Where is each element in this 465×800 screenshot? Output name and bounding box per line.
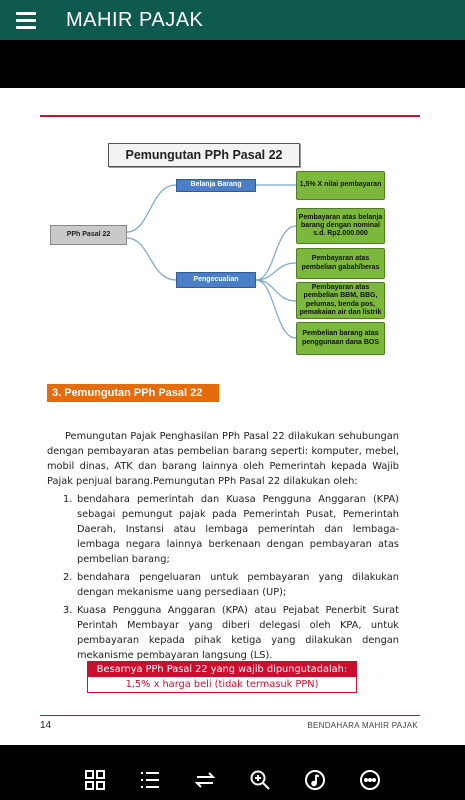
rate-box <box>87 661 357 693</box>
leaf-dana-bos: Pembelian barang atas penggunaan dana BOS <box>296 322 385 355</box>
document-page[interactable] <box>0 88 465 745</box>
list-item <box>47 492 399 567</box>
app-title: MAHIR PAJAK <box>66 8 204 31</box>
leaf-rate: 1,5% X nilai pembayaran <box>296 171 385 200</box>
swap-icon[interactable] <box>193 768 217 792</box>
diagram-title: Pemungutan PPh Pasal 22 <box>108 143 300 167</box>
bottom-toolbar <box>0 760 465 800</box>
app-bar <box>0 0 465 40</box>
zoom-icon[interactable] <box>248 768 272 792</box>
list-icon[interactable] <box>138 768 162 792</box>
leaf-belanja-nominal: Pembayaran atas belanja barang dengan nominal s.d. Rp2.000.000 <box>296 208 385 244</box>
leaf-gabah-beras: Pembayaran atas pembelian gabah/beras <box>296 248 385 279</box>
leaf-bbm-bbg: Pembayaran atas pembelian BBM, BBG, pelumas, benda pos, pemakaian air dan listrik <box>296 282 385 319</box>
audio-icon[interactable] <box>303 768 327 792</box>
list-number: 3. <box>63 605 73 616</box>
rate-box-value: 1,5% x harga beli (tidak termasuk PPN) <box>88 677 356 692</box>
section-heading: 3. Pemungutan PPh Pasal 22 <box>47 384 219 402</box>
section-body <box>47 429 399 666</box>
branch-pengecualian: Pengecualian <box>176 272 256 288</box>
list-text: Kuasa Pengguna Anggaran (KPA) atau Pejabat Penerbit Surat Perintah Membayar yang diberi delegasi oleh KPA, untuk pembayaran kepada pihak ketiga yang dilakukan dengan mekanisme pembayaran langsung (LS). <box>77 605 399 661</box>
branch-belanja-barang: Belanja Barang <box>176 179 256 192</box>
list-item <box>47 603 399 663</box>
list-number: 1. <box>63 494 73 505</box>
footer-label: BENDAHARA MAHIR PAJAK <box>307 721 418 730</box>
diagram-root: PPh Pasal 22 <box>50 225 127 245</box>
page-number: 14 <box>40 720 52 731</box>
grid-icon[interactable] <box>83 768 107 792</box>
list-number: 2. <box>63 572 73 583</box>
bottom-divider <box>40 715 420 716</box>
more-icon[interactable] <box>358 768 382 792</box>
intro-paragraph: Pemungutan Pajak Penghasilan PPh Pasal 22 dilakukan sehubungan dengan pembayaran atas pembelian barang seperti: komputer, mebel, mobil dinas, ATK dan barang lainnya oleh Pemerintah kepada Wajib Pajak penjual barang.Pemungutan PPh Pasal 22 dilakukan oleh: <box>47 431 399 487</box>
collector-list <box>47 492 399 663</box>
list-item <box>47 570 399 600</box>
menu-icon[interactable] <box>0 0 52 40</box>
list-text: bendahara pengeluaran untuk pembayaran yang dilakukan dengan mekanisme uang persediaan (UP); <box>77 572 399 598</box>
list-text: bendahara pemerintah dan Kuasa Pengguna Anggaran (KPA) sebagai pemungut pajak pada Pemerintah Pusat, Pemerintah Daerah, Instansi atau lembaga pemerintah dan lembaga-lembaga negara lainnya berkenaan dengan pembayaran atas pembelian barang; <box>77 494 399 565</box>
rate-box-header: Besarnya PPh Pasal 22 yang wajib dipungutadalah: <box>88 662 356 677</box>
header-spacer <box>0 40 465 88</box>
